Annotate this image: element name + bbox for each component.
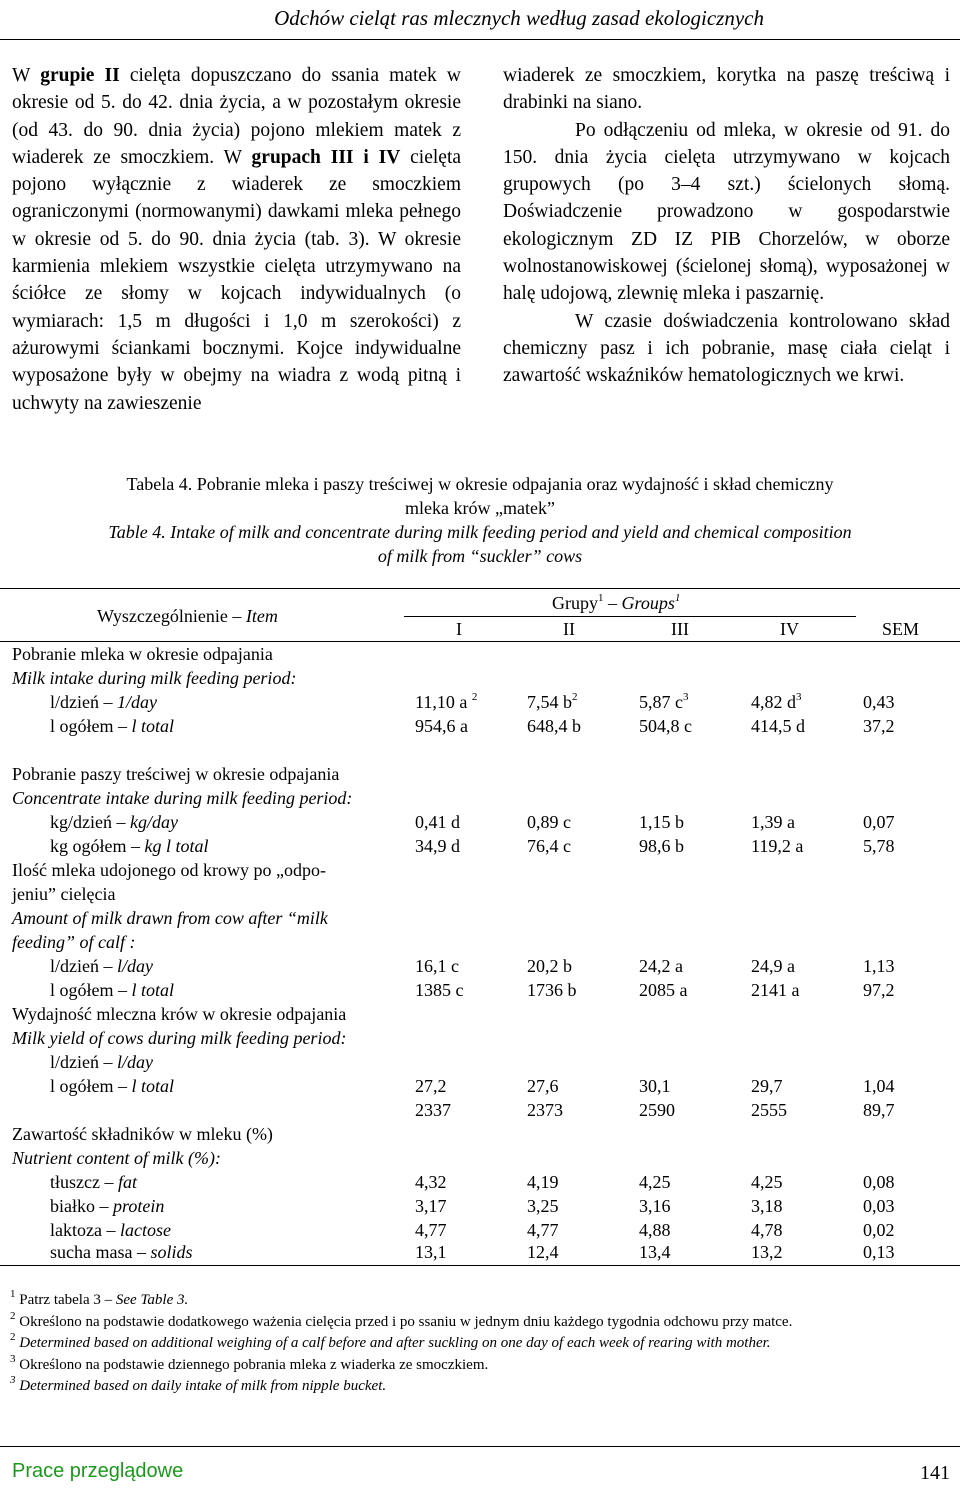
cell: 414,5 d	[751, 716, 805, 736]
body-column-left	[12, 62, 461, 417]
cell: 89,7	[863, 1100, 895, 1120]
paragraph: W czasie doświadczenia kontrolowano skład chemiczny pasz i ich pobranie, masę ciała cieląt i zawartość wskaźników hematologicznych we krwi.	[503, 310, 950, 387]
cell: 0,13	[863, 1242, 895, 1262]
paragraph: W grupie II cielęta dopuszczano do ssania matek w okresie od 5. do 42. dnia życia, a w pozostałym okresie (od 43. do 90. dnia życia) pojono mlekiem matek z wiaderek ze smoczkiem. W grupach III i IV cielęta pojono wyłącznie z wiaderek ze smoczkiem ograniczonymi (normowanymi) dawkami mleka pełnego w okresie od 5. do 90. dnia życia (tab. 3). W okresie karmienia mlekiem wszystkie cielęta utrzymywano na ściółce ze słomy w kojcach indywidualnych (o wymiarach: 1,5 m długości i 1,0 m szerokości) z ażurowymi ściankami bocznymi. Kojce indywidualne wyposażone były w obejmy na wiadra z wodą pitną i uchwyty na zawieszenie	[12, 65, 462, 414]
header-rule	[0, 39, 960, 40]
cell: 13,2	[751, 1242, 783, 1262]
cell: 5,87 $c^3$	[639, 691, 689, 712]
footnote: $^2$ Determined based on additional weighing of a calf before and after suckling on one day of each week of rearing with mother.	[10, 1331, 771, 1352]
cell: 2337	[415, 1100, 451, 1120]
item-header: Wyszczególnienie – Item	[97, 606, 278, 626]
cell: 504,8 c	[639, 716, 692, 736]
section-title-en: Milk yield of cows during milk feeding period:	[12, 1028, 347, 1048]
section-title-en: Milk intake during milk feeding period:	[12, 668, 297, 688]
cell: 97,2	[863, 980, 895, 1000]
cell: 16,1 c	[415, 956, 459, 976]
cell: 4,88	[639, 1220, 671, 1240]
cell: 648,4 b	[527, 716, 581, 736]
cell: 4,82 $d^3$	[751, 691, 802, 712]
row-label: l/dzień – l/day	[50, 956, 153, 976]
col-header-IV: IV	[780, 619, 799, 639]
table-top-rule	[0, 588, 960, 589]
cell: 0,43	[863, 692, 895, 712]
row-label: l/dzień – 1/day	[50, 692, 157, 712]
cell: 2085 a	[639, 980, 688, 1000]
cell: 0,08	[863, 1172, 895, 1192]
row-label: kg ogółem – kg l total	[50, 836, 209, 856]
cell: 20,2 b	[527, 956, 572, 976]
cell: 12,4	[527, 1242, 559, 1262]
section-title-en: feeding” of calf :	[12, 932, 136, 952]
cell: 76,4 c	[527, 836, 571, 856]
cell: 4,77	[415, 1220, 447, 1240]
cell: 13,1	[415, 1242, 447, 1262]
cell: 1,39 a	[751, 812, 795, 832]
section-name: Prace przeglądowe	[12, 1460, 184, 1482]
footnote: $^3$ Determined based on daily intake of milk from nipple bucket.	[10, 1374, 387, 1395]
cell: 24,9 a	[751, 956, 795, 976]
cell: 98,6 b	[639, 836, 684, 856]
row-label: tłuszcz – fat	[50, 1172, 137, 1192]
cell: 3,16	[639, 1196, 671, 1216]
caption-pl-line: mleka krów „matek”	[405, 498, 555, 518]
footnote: $^3$ Określono na podstawie dziennego pobrania mleka z wiaderka ze smoczkiem.	[10, 1352, 489, 1373]
cell: 2555	[751, 1100, 787, 1120]
cell: 4,78	[751, 1220, 783, 1240]
cell: 1,15 b	[639, 812, 684, 832]
table-bottom-rule	[0, 1265, 960, 1266]
section-title-pl: Zawartość składników w mleku (%)	[12, 1124, 273, 1144]
cell: 27,2	[415, 1076, 447, 1096]
section-title-pl: Pobranie mleka w okresie odpajania	[12, 644, 273, 664]
cell: 2590	[639, 1100, 675, 1120]
cell: 4,25	[751, 1172, 783, 1192]
section-title-en: Nutrient content of milk (%):	[12, 1148, 221, 1168]
row-label: laktoza – lactose	[50, 1220, 171, 1240]
footnote: $^1$ Patrz tabela 3 – See Table 3.	[10, 1288, 189, 1308]
cell: 0,41 d	[415, 812, 460, 832]
cell: 37,2	[863, 716, 895, 736]
cell: 0,89 c	[527, 812, 571, 832]
footnote: $^2$ Określono na podstawie dodatkowego ważenia cielęcia przed i po ssaniu w jednym dniu każdego tygodnia odchowu przy matce.	[10, 1309, 793, 1330]
cell: 7,54 $b^2$	[527, 691, 578, 712]
caption-pl-line: Tabela 4. Pobranie mleka i paszy treściwej w okresie odpajania oraz wydajność i skład chemiczny	[126, 474, 834, 494]
footnotes	[10, 1290, 792, 1398]
col-header-I: I	[456, 619, 462, 639]
paragraph: wiaderek ze smoczkiem, korytka na paszę treściwą i drabinki na siano.	[503, 65, 950, 114]
cell: 24,2 a	[639, 956, 683, 976]
section-title-pl: Pobranie paszy treściwej w okresie odpajania	[12, 764, 340, 784]
cell: 13,4	[639, 1242, 671, 1262]
row-label: kg/dzień – kg/day	[50, 812, 178, 832]
cell: 4,77	[527, 1220, 559, 1240]
body-column-right	[503, 62, 950, 390]
row-label: l ogółem – l total	[50, 980, 175, 1000]
caption-en-line: Table 4. Intake of milk and concentrate during milk feeding period and yield and chemical composition	[108, 522, 852, 542]
page-number: 141	[920, 1462, 950, 1484]
section-title-pl: jeniu” cielęcia	[12, 884, 116, 904]
cell: 11,10 a $^2$	[415, 691, 478, 712]
section-title-en: Concentrate intake during milk feeding period:	[12, 788, 353, 808]
cell: 1,04	[863, 1076, 895, 1096]
cell: 34,9 d	[415, 836, 460, 856]
cell: 3,18	[751, 1196, 783, 1216]
row-label: l ogółem – l total	[50, 716, 175, 736]
cell: 4,32	[415, 1172, 447, 1192]
groups-header: Grupy$^1$ – Groups$^1$	[552, 592, 681, 613]
cell: 0,03	[863, 1196, 895, 1216]
cell: 2141 a	[751, 980, 800, 1000]
cell: 5,78	[863, 836, 895, 856]
col-header-II: II	[563, 619, 575, 639]
caption-en-line: of milk from “suckler” cows	[377, 546, 583, 566]
cell: 119,2 a	[751, 836, 804, 856]
cell: 29,7	[751, 1076, 783, 1096]
cell: 2373	[527, 1100, 563, 1120]
cell: 0,02	[863, 1220, 895, 1240]
footer-rule	[0, 1446, 960, 1447]
cell: 1736 b	[527, 980, 577, 1000]
cell: 27,6	[527, 1076, 559, 1096]
cell: 1385 c	[415, 980, 464, 1000]
section-title-pl: Ilość mleka udojonego od krowy po „odpo-	[12, 860, 326, 880]
col-header-III: III	[671, 619, 689, 639]
table-caption	[12, 472, 948, 568]
row-label: l ogółem – l total	[50, 1076, 175, 1096]
cell: 3,17	[415, 1196, 447, 1216]
cell: 954,6 a	[415, 716, 468, 736]
row-label: l/dzień – l/day	[50, 1052, 153, 1072]
cell: 0,07	[863, 812, 895, 832]
cell: 3,25	[527, 1196, 559, 1216]
cell: 30,1	[639, 1076, 671, 1096]
col-header-sem: SEM	[882, 619, 920, 639]
running-title: Odchów cieląt ras mlecznych według zasad ekologicznych	[274, 6, 764, 30]
cell: 1,13	[863, 956, 895, 976]
row-label: sucha masa – solids	[50, 1242, 193, 1262]
row-label: białko – protein	[50, 1196, 165, 1216]
cell: 4,19	[527, 1172, 559, 1192]
section-title-en: Amount of milk drawn from cow after “milk	[12, 908, 328, 928]
cell: 4,25	[639, 1172, 671, 1192]
section-title-pl: Wydajność mleczna krów w okresie odpajania	[12, 1004, 347, 1024]
paragraph: Po odłączeniu od mleka, w okresie od 91. do 150. dnia życia cielęta utrzymywano w kojcach grupowych (po 3–4 szt.) ścielonych słomą. Doświadczenie prowadzono w gospodarstwie ekologicznym ZD IZ PIB Chorzelów, w oborze wolnostanowiskowej (ścielonej słomą), wyposażonej w halę udojową, zlewnię mleka i paszarnię.	[503, 119, 950, 305]
